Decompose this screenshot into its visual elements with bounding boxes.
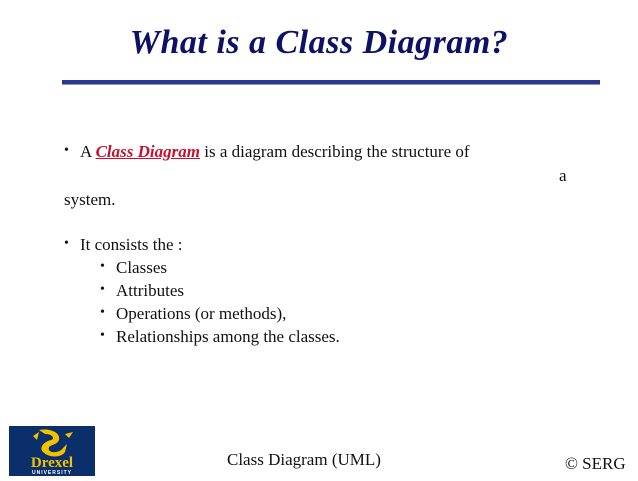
consists-heading: It consists the : — [80, 235, 183, 254]
definition-rest: is a diagram describing the structure of — [204, 142, 470, 161]
bullet-definition: • — [64, 143, 69, 158]
logo-subtext: UNIVERSITY — [31, 470, 73, 476]
component-classes: Classes — [116, 258, 167, 277]
definition-prefix: A — [80, 142, 92, 161]
component-attributes: Attributes — [116, 281, 184, 300]
component-operations: Operations (or methods), — [116, 304, 287, 323]
bullet-consists: • — [64, 236, 69, 251]
definition-line-1 — [80, 141, 470, 163]
component-relationships: Relationships among the classes. — [116, 327, 340, 346]
sub-bullet: • — [100, 305, 105, 320]
definition-line-2: system. — [64, 190, 116, 209]
title-underline — [62, 80, 600, 85]
sub-bullet: • — [100, 259, 105, 274]
sub-bullet: • — [100, 328, 105, 343]
logo-wordmark: Drexel — [30, 455, 74, 471]
slide-title: What is a Class Diagram? — [129, 24, 509, 61]
footer-title: Class Diagram (UML) — [227, 450, 381, 469]
drexel-dragon-icon — [9, 426, 95, 476]
sub-bullet: • — [100, 282, 105, 297]
drexel-logo — [9, 426, 95, 476]
footer-copyright: © SERG — [565, 454, 626, 473]
definition-trailing-word: a — [559, 166, 567, 185]
key-term-class-diagram: Class Diagram — [95, 142, 200, 161]
